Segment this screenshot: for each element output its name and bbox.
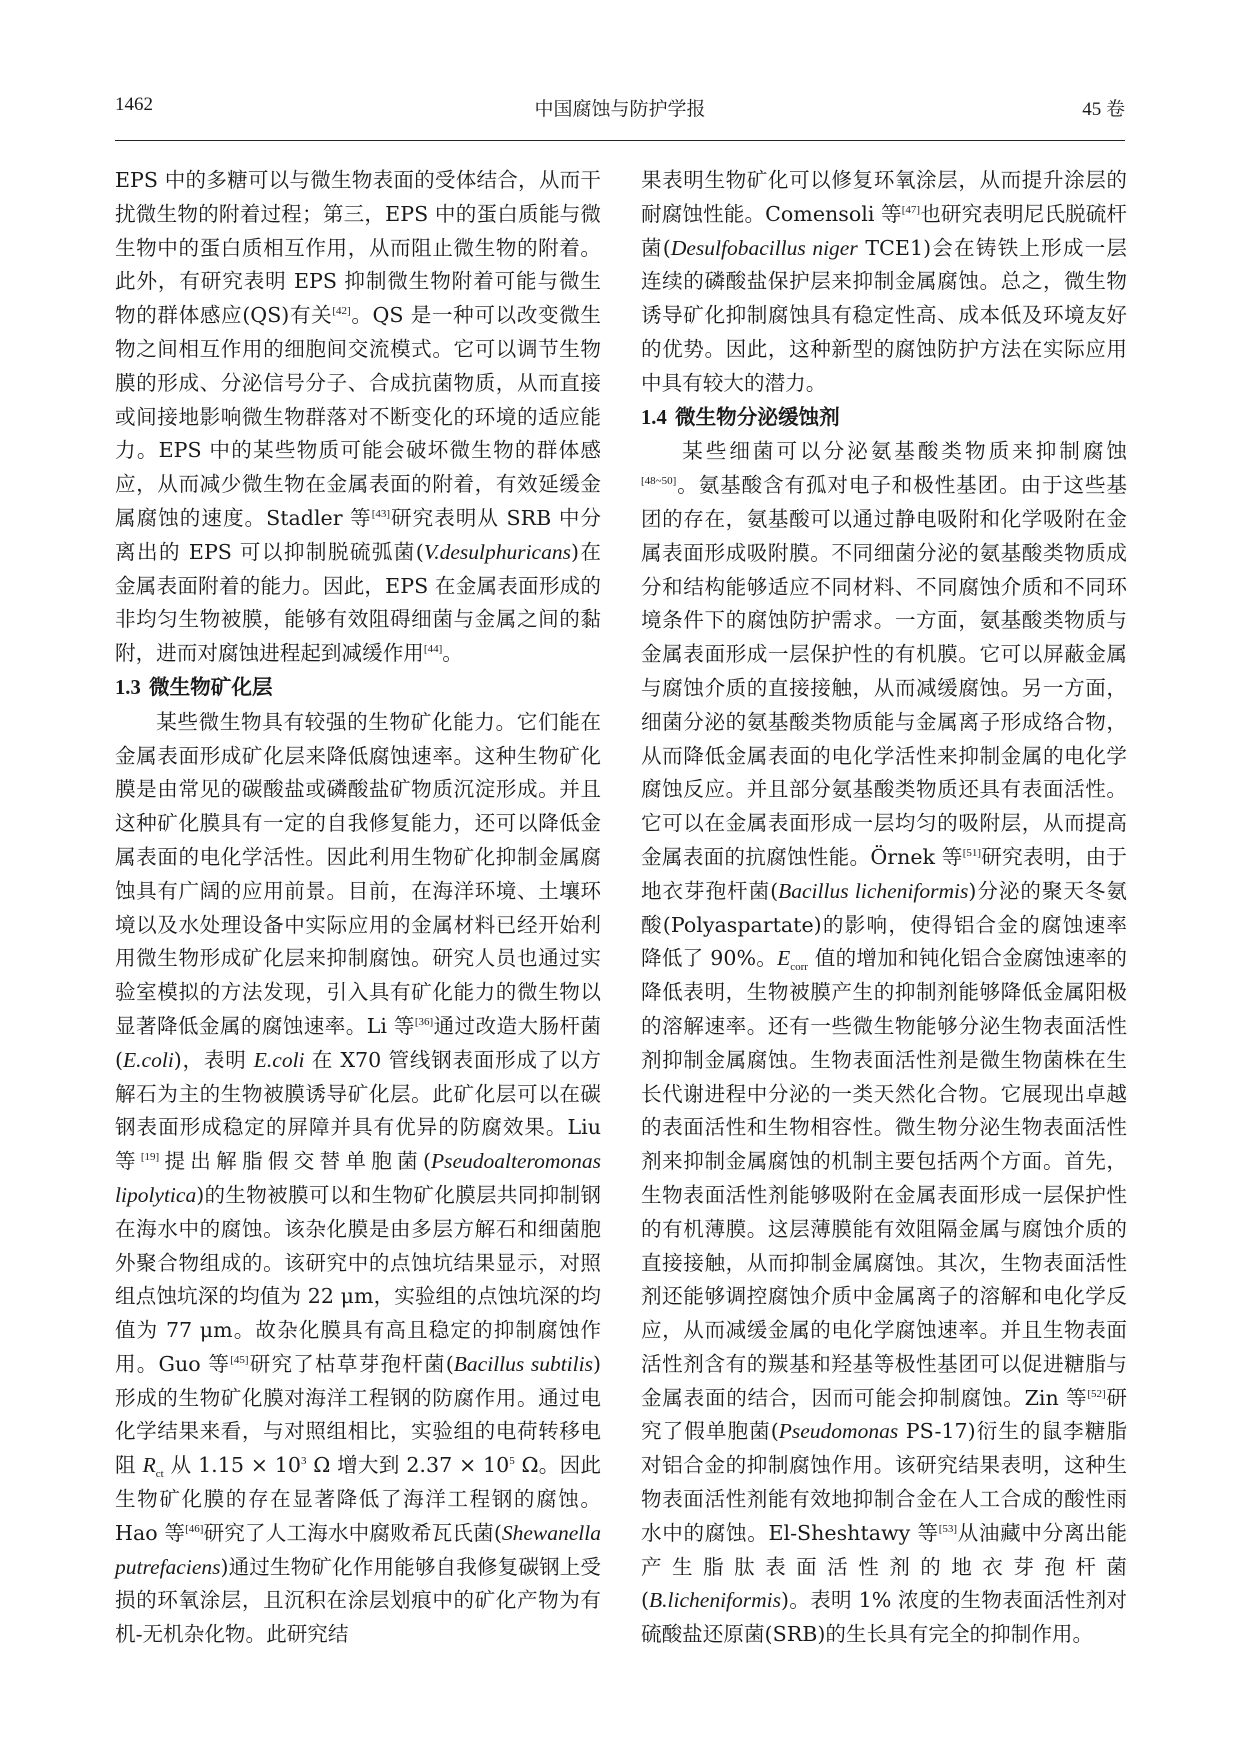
citation-51[interactable]: [51] — [962, 846, 982, 859]
exponent: 5 — [509, 1455, 515, 1468]
text-run: )的生物被膜可以和生物矿化膜层共同抑制钢在海水中的腐蚀。该杂化膜是由多层方解石和细菌胞外聚合物组成的。该研究中的点蚀坑结果显示，对照组点蚀坑深的均值为 22 μm，实验组的点蚀坑深的均值为 77 μm。故杂化膜具有高且稳定的抑制腐蚀作用。Guo 等 — [115, 1182, 601, 1376]
text-run: )通过生物矿化作用能够自我修复碳钢上受损的环氧涂层，且沉积在涂层划痕中的矿化产物为有机-无机杂化物。此研究结 — [115, 1554, 601, 1647]
text-run: )形成的生物矿化膜对海洋工程钢的防腐作用。通过电化学结果来看，与对照组相比，实验组的电荷转移电阻 — [115, 1351, 601, 1478]
text-run: )。表明 1% 浓度的生物表面活性剂对硫酸盐还原菌(SRB)的生长具有完全的抑制作用。 — [641, 1588, 1127, 1647]
citation-36[interactable]: [36] — [414, 1015, 434, 1028]
species-name: Pseudoalteromonas lipolytica — [115, 1149, 601, 1207]
text-run: 某些细菌可以分泌氨基酸类物质来抑制腐蚀 — [682, 439, 1127, 464]
citation-45[interactable]: [45] — [230, 1353, 249, 1366]
species-name: Bacillus licheniformis — [778, 878, 969, 903]
citation-44[interactable]: [44] — [423, 643, 443, 656]
citation-43[interactable]: [43] — [371, 507, 391, 520]
page-number: 1462 — [115, 94, 153, 115]
section-heading-1-3 — [115, 671, 601, 706]
citation-19[interactable]: [19] — [140, 1151, 160, 1164]
text-run: 研究表明，由于地衣芽孢杆菌( — [641, 844, 1128, 903]
text-run: 也研究表明尼氏脱硫杆菌( — [641, 201, 1128, 260]
subscript-corr: corr — [790, 961, 808, 974]
text-run: Ω 增大到 2.37 × 10 — [306, 1453, 510, 1478]
species-name: E.coli — [123, 1047, 174, 1072]
paragraph-inhibitors — [641, 435, 1127, 1652]
text-run: TCE1)会在铸铁上形成一层连续的磷酸盐保护层来抑制金属腐蚀。总之，微生物诱导矿化抑制腐蚀具有稳定性高、成本低及环境友好的优势。因此，这种新型的腐蚀防护方法在实际应用中具有较大的潜力。 — [641, 235, 1127, 395]
species-name: Shewanella putrefaciens — [115, 1520, 601, 1579]
symbol-r: R — [142, 1453, 156, 1478]
right-column — [641, 164, 1127, 1652]
paragraph-mineralization — [115, 706, 601, 1652]
section-number: 1.4 — [641, 406, 667, 429]
species-name: Desulfobacillus niger — [670, 235, 858, 260]
citation-46[interactable]: [46] — [185, 1522, 204, 1535]
text-run: )在金属表面附着的能力。因此，EPS 在金属表面形成的非均匀生物被膜，能够有效阻碍细菌与金属之间的黏附，进而对腐蚀进程起到减缓作用 — [115, 539, 601, 666]
text-run: 在 X70 管线钢表面形成了以方解石为主的生物被膜诱导矿化层。此矿化层可以在碳钢表面形成稳定的屏障并具有优异的防腐效果。Liu 等 — [115, 1047, 601, 1174]
text-run: Ω。因此生物矿化膜的存在显著降低了海洋工程钢的腐蚀。Hao 等 — [115, 1453, 602, 1545]
text-run: 某些微生物具有较强的生物矿化能力。它们能在金属表面形成矿化层来降低腐蚀速率。这种生物矿化膜是由常见的碳酸盐或磷酸盐矿物质沉淀形成。并且这种矿化膜具有一定的自我修复能力，还可以降低金属表面的电化学活性。因此利用生物矿化抑制金属腐蚀具有广阔的应用前景。目前，在海洋环境、土壤环境以及水处理设备中实际应用的金属材料已经开始利用微生物形成矿化层来抑制腐蚀。研究人员也通过实验室模拟的方法发现，引入具有矿化能力的微生物以显著降低金属的腐蚀速率。Li 等 — [115, 709, 601, 1038]
text-run: )，表明 — [173, 1047, 254, 1072]
text-run: 研究了人工海水中腐败希瓦氏菌( — [203, 1520, 502, 1545]
section-heading-1-4 — [641, 401, 1127, 436]
text-run: 。氨基酸含有孤对电子和极性基团。由于这些基团的存在，氨基酸可以通过静电吸附和化学吸附在金属表面形成吸附膜。不同细菌分泌的氨基酸类物质成分和结构能够适应不同材料、不同腐蚀介质和不同环境条件下的腐蚀防护需求。一方面，氨基酸类物质与金属表面形成一层保护性的有机膜。它可以屏蔽金属与腐蚀介质的直接接触，从而减缓腐蚀。另一方面，细菌分泌的氨基酸类物质能与金属离子形成络合物，从而降低金属表面的电化学活性来抑制金属的电化学腐蚀反应。并且部分氨基酸类物质还具有表面活性。它可以在金属表面形成一层均匀的吸附层，从而提高金属表面的抗腐蚀性能。Örnek 等 — [641, 473, 1127, 869]
text-run: 提出解脂假交替单胞菌( — [159, 1149, 431, 1174]
text-run: 果表明生物矿化可以修复环氧涂层，从而提升涂层的耐腐蚀性能。Comensoli 等 — [641, 168, 1127, 226]
species-name: Bacillus subtilis — [453, 1351, 593, 1376]
text-run: 。QS 是一种可以改变微生物之间相互作用的细胞间交流模式。它可以调节生物膜的形成、分泌信号分子、合成抗菌物质，从而直接或间接地影响微生物群落对不断变化的环境的适应能力。EPS 中的某些物质可能会破坏微生物的群体感应，从而减少微生物在金属表面的附着，有效延缓金属腐蚀的速度。Stadler 等 — [115, 303, 601, 530]
citation-48-50[interactable]: [48~50] — [641, 475, 677, 488]
subscript-ct: ct — [155, 1468, 164, 1481]
citation-53[interactable]: [53] — [938, 1522, 958, 1535]
species-name: V.desulphuricans — [423, 539, 571, 564]
text-run: )分泌的聚天冬氨酸(Polyaspartate)的影响，使得铝合金的腐蚀速率降低了 90%。 — [641, 878, 1127, 971]
header-rule — [115, 140, 1125, 141]
text-run: 值的增加和钝化铝合金腐蚀速率的降低表明，生物被膜产生的抑制剂能够降低金属阳极的溶解速率。还有一些微生物能够分泌生物表面活性剂抑制金属腐蚀。生物表面活性剂是微生物菌株在生长代谢进程中分泌的一类天然化合物。它展现出卓越的表面活性和生物相容性。微生物分泌生物表面活性剂来抑制金属腐蚀的机制主要包括两个方面。首先，生物表面活性剂能够吸附在金属表面形成一层保护性的有机薄膜。这层薄膜能有效阻隔金属与腐蚀介质的直接接触，从而抑制金属腐蚀。其次，生物表面活性剂还能够调控腐蚀介质中金属离子的溶解和电化学反应，从而减缓金属的电化学腐蚀速率。并且生物表面活性剂含有的羰基和羟基等极性基团可以促进糖脂与金属表面的结合，因而可能会抑制腐蚀。Zin 等 — [641, 946, 1127, 1410]
paragraph-mineralization-cont — [641, 164, 1127, 401]
section-title: 微生物矿化层 — [148, 674, 273, 699]
citation-47[interactable]: [47] — [901, 203, 921, 216]
exponent: 3 — [300, 1455, 307, 1468]
journal-title: 中国腐蚀与防护学报 — [534, 99, 706, 120]
section-title: 微生物分泌缓蚀剂 — [674, 404, 840, 429]
text-run: 从油藏中分离出能产生脂肽表面活性剂的地衣芽孢杆菌( — [641, 1520, 1127, 1613]
text-run: 通过改造大肠杆菌( — [115, 1013, 602, 1072]
species-name: Pseudomonas — [778, 1419, 899, 1444]
section-number: 1.3 — [115, 676, 141, 699]
citation-42[interactable]: [42] — [332, 305, 351, 318]
species-name: B.licheniformis — [649, 1588, 782, 1613]
text-run: EPS 中的多糖可以与微生物表面的受体结合，从而干扰微生物的附着过程；第三，EPS 中的蛋白质能与微生物中的蛋白质相互作用，从而阻止微生物的附着。此外，有研究表明 EPS 抑制微生物附着可能与微生物的群体感应(QS)有关 — [115, 168, 601, 328]
running-header — [115, 94, 1125, 126]
paragraph-eps — [115, 164, 601, 671]
symbol-e: E — [777, 946, 791, 971]
text-run: 。 — [442, 641, 463, 666]
text-run: PS-17)衍生的鼠李糖脂对铝合金的抑制腐蚀作用。该研究结果表明，这种生物表面活性剂能有效地抑制合金在人工合成的酸性雨水中的腐蚀。El-Sheshtawy 等 — [641, 1419, 1127, 1545]
text-run: 研究表明从 SRB 中分离出的 EPS 可以抑制脱硫弧菌( — [115, 505, 601, 564]
citation-52[interactable]: [52] — [1087, 1387, 1106, 1400]
left-column — [115, 164, 601, 1652]
volume-label: 45 卷 — [1082, 99, 1125, 120]
species-name: E.coli — [253, 1047, 305, 1072]
text-run: 研究了枯草芽孢杆菌( — [248, 1351, 454, 1376]
text-run: 从 1.15 × 10 — [163, 1453, 301, 1478]
text-run: 研究了假单胞菌( — [641, 1385, 1127, 1444]
